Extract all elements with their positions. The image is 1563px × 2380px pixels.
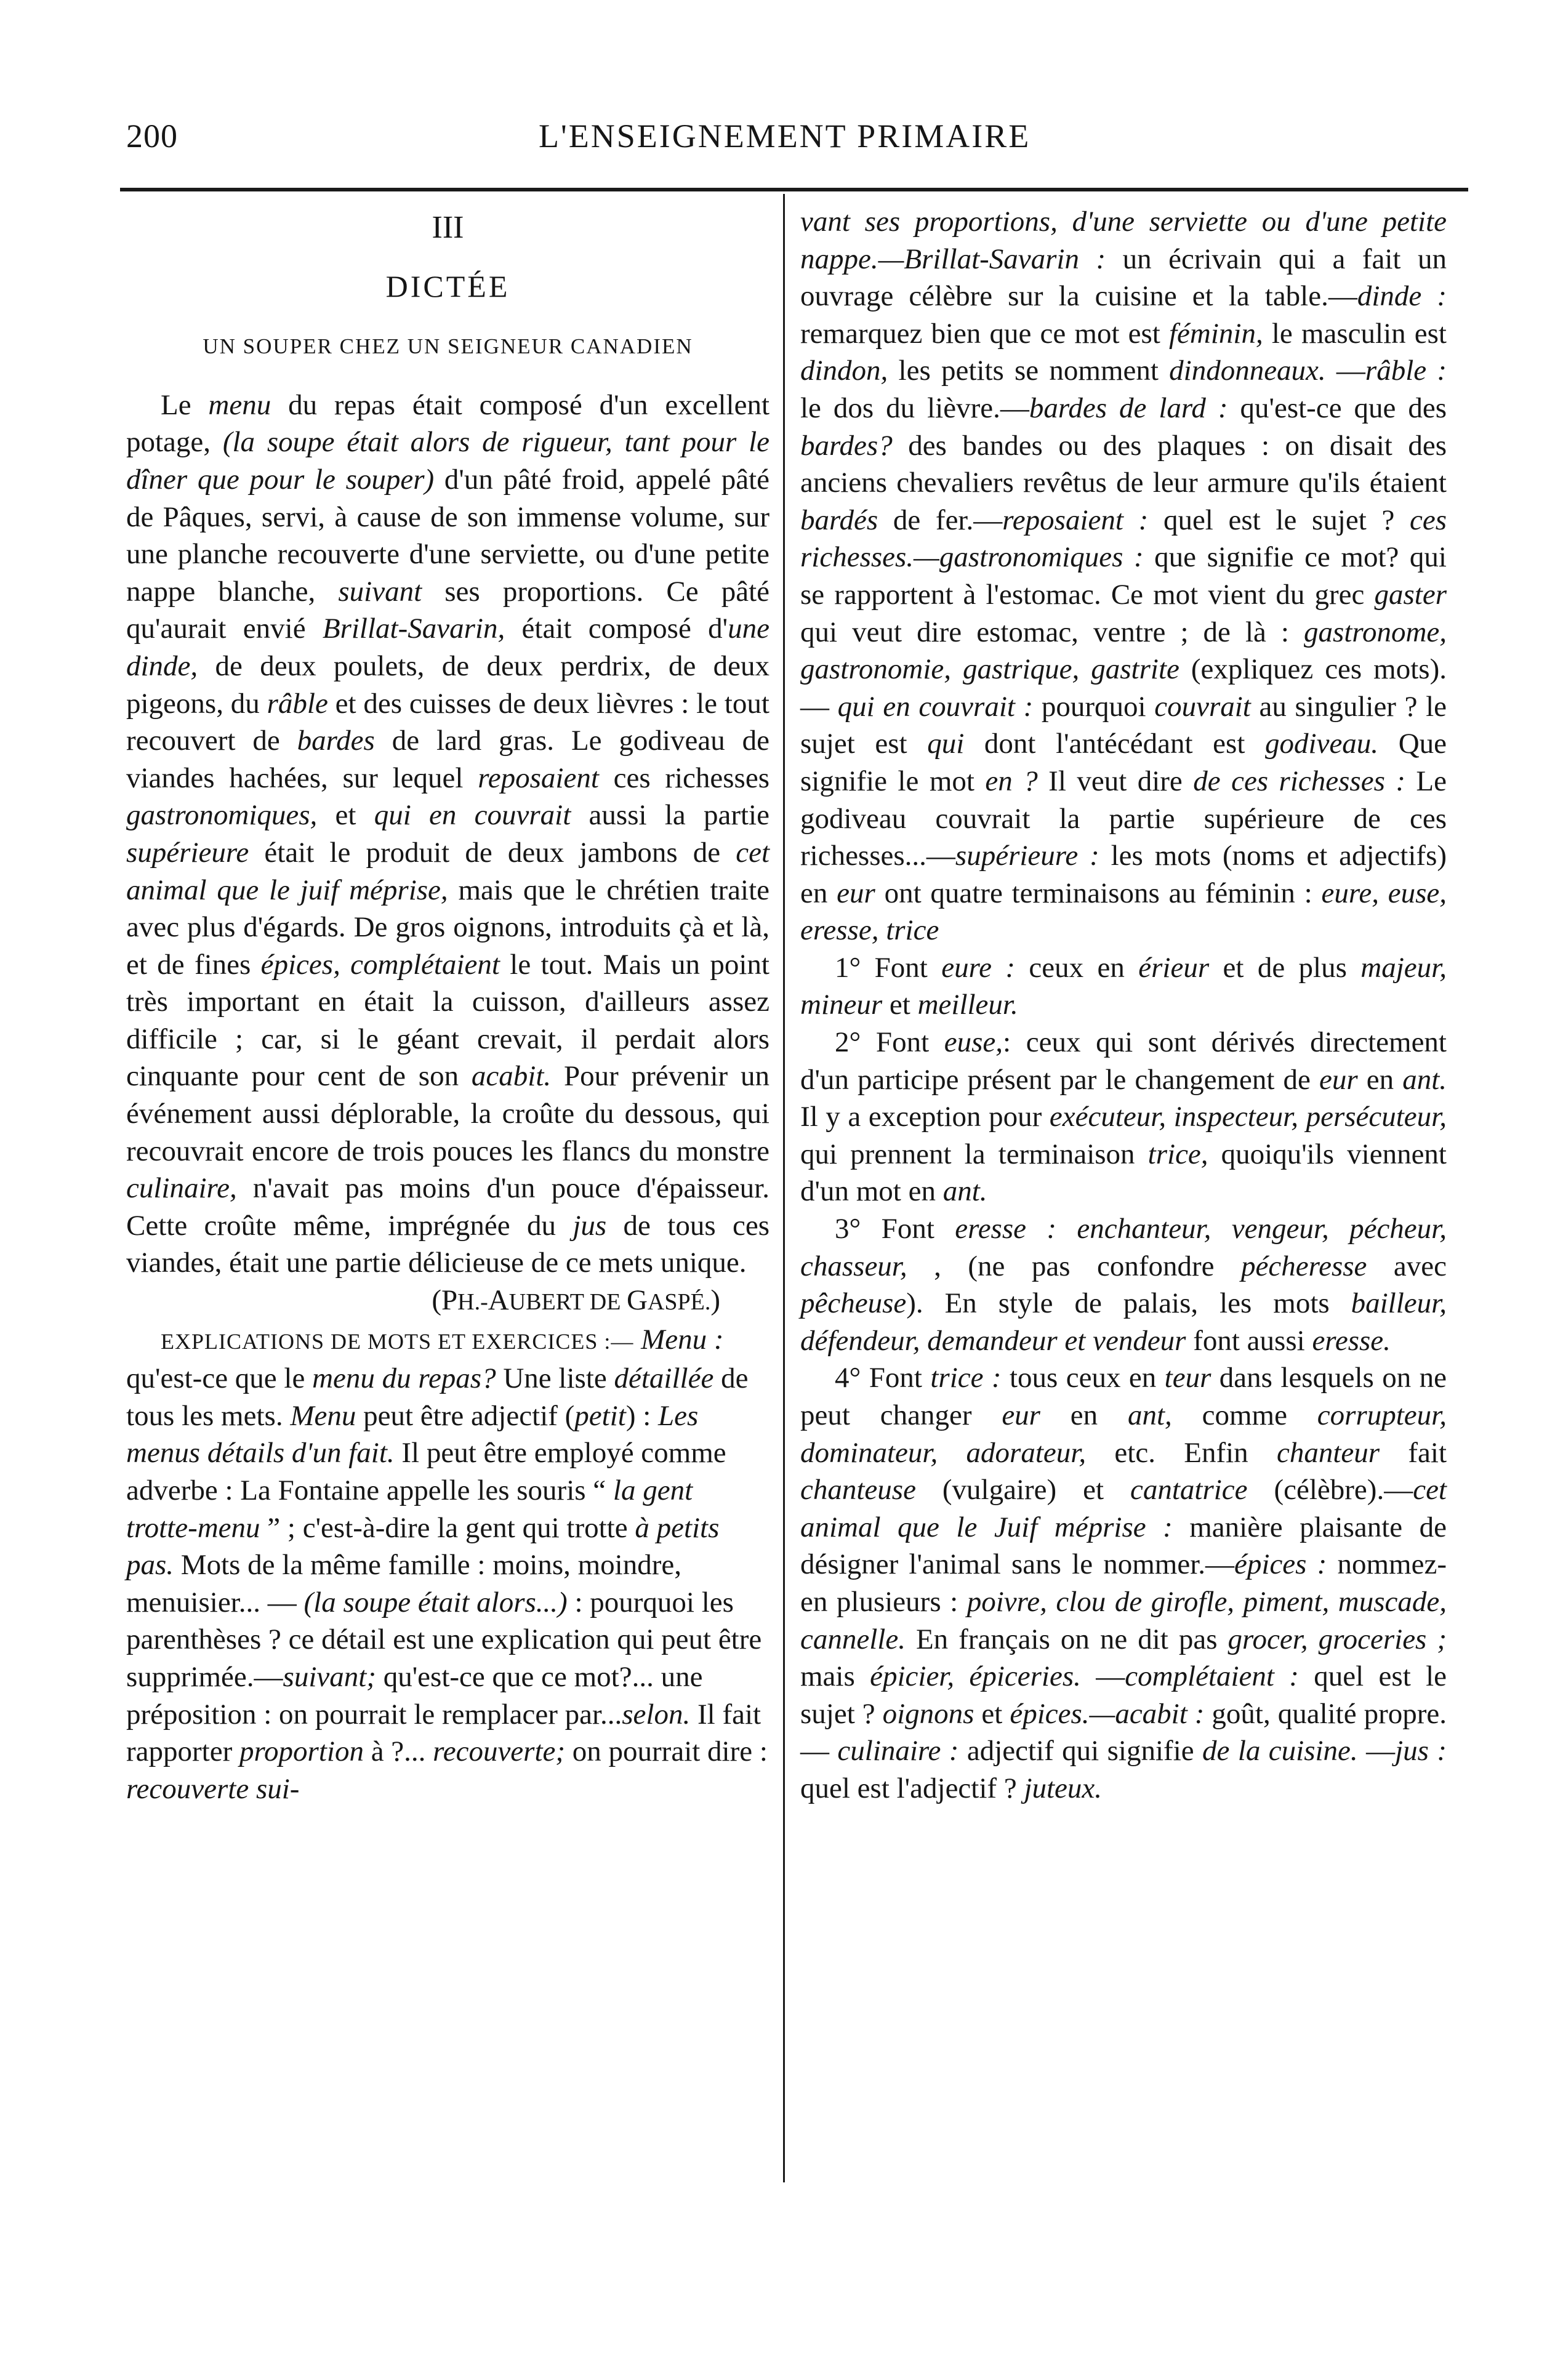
italic-run: Menu xyxy=(290,1399,356,1432)
italic-run: féminin, xyxy=(1169,317,1263,350)
text-run: qu'est-ce que ce mot?... une préposition : on pourrait le remplacer par... xyxy=(126,1660,703,1731)
text-run: du repas était composé d'un excellent potage, xyxy=(126,388,769,459)
text-run: le masculin est xyxy=(1263,317,1447,350)
italic-run: jus : xyxy=(1395,1735,1447,1767)
italic-run: oignons xyxy=(882,1697,974,1730)
text-run: adjectif qui signifie xyxy=(958,1735,1203,1767)
italic-run: Menu : xyxy=(641,1323,724,1356)
italic-run: de la cuisine. xyxy=(1202,1735,1358,1767)
italic-run: culinaire : xyxy=(837,1735,959,1767)
italic-run: dindonneaux. xyxy=(1169,355,1326,387)
italic-run: en ? xyxy=(985,765,1038,797)
text-run: qu'est-ce que le xyxy=(126,1362,313,1395)
text-run: remarquez bien que ce mot est xyxy=(800,317,1169,350)
text-run: aussi la partie xyxy=(571,799,769,832)
italic-run: petit xyxy=(574,1399,626,1432)
italic-run: acabit. xyxy=(471,1060,552,1093)
text-run: Il veut dire xyxy=(1037,765,1194,797)
dictation-text xyxy=(126,387,769,1282)
text-run: dont l'antécédant est xyxy=(964,728,1266,760)
italic-run: pêcheuse xyxy=(800,1287,907,1320)
text-run: de tous ces viandes, était une partie délicieuse de ce mets unique. xyxy=(126,1209,769,1279)
text-run: et xyxy=(317,799,374,832)
text-run: quel est le sujet ? xyxy=(800,1660,1447,1730)
italic-run: une dinde, xyxy=(126,613,769,682)
italic-run: recouverte sui- xyxy=(126,1772,300,1805)
text-run: peut être adjectif ( xyxy=(356,1399,575,1432)
text-run: quel est l'adjectif ? xyxy=(800,1772,1024,1804)
text-run: en xyxy=(1357,1063,1403,1096)
text-run: et xyxy=(974,1697,1010,1730)
italic-run: bardes xyxy=(297,725,375,757)
italic-run: exécuteur, inspecteur, persécuteur, xyxy=(1049,1101,1447,1133)
text-run: que signifie ce mot? qui se rapportent à l'estomac. Ce mot vient du grec xyxy=(800,541,1447,611)
italic-run: qui en couvrait : xyxy=(837,690,1034,723)
text-run: tous ceux en xyxy=(1001,1362,1165,1394)
italic-run: pécheresse xyxy=(1240,1250,1367,1282)
text-run: : ceux qui sont dérivés directement d'un participe présent par le changement de xyxy=(800,1026,1447,1096)
italic-run: épices : xyxy=(1234,1548,1327,1581)
italic-run: complétaient : xyxy=(1125,1660,1299,1693)
text-run: mais que le chrétien traite avec plus d'égards. De gros oignons, introduits çà et là, et de fines xyxy=(126,874,769,981)
italic-run: épices.—acabit : xyxy=(1010,1697,1205,1730)
text-run: qui prennent la terminaison xyxy=(800,1138,1148,1170)
italic-run: détaillée xyxy=(614,1362,714,1395)
text-run: n'avait pas moins d'un pouce d'épaisseur. Cette croûte même, imprégnée du xyxy=(126,1172,769,1242)
text-run: — xyxy=(1357,1735,1396,1767)
text-run: et de plus xyxy=(1209,951,1361,984)
text-run: Que signifie le mot xyxy=(800,728,1447,797)
italic-run: râble xyxy=(267,687,328,720)
text-run: qui veut dire estomac, ventre ; de là : xyxy=(800,616,1304,648)
italic-run: godiveau. xyxy=(1265,728,1379,760)
italic-run: reposaient xyxy=(478,762,599,794)
text-run: on pourrait dire : xyxy=(565,1735,768,1768)
italic-run: chanteuse xyxy=(800,1474,916,1506)
text-run: 2° Font xyxy=(835,1026,944,1059)
section-number: III xyxy=(432,210,464,245)
text-run: quel est le sujet ? xyxy=(1148,504,1410,536)
italic-run: à petits pas. xyxy=(126,1511,720,1582)
text-run: le tout. Mais un point très important en était la cuisson, d'ailleurs assez difficile ; car, si le géant crevait, il perdait alors cinquante pour cent de son xyxy=(126,948,769,1093)
text-run: , (ne pas confondre xyxy=(907,1250,1241,1282)
italic-run: jus xyxy=(573,1209,607,1242)
text-run: etc. Enfin xyxy=(1086,1436,1277,1469)
italic-run: eresse : enchanteur, vengeur, pécheur, chasseur, xyxy=(800,1213,1447,1282)
text-run: ses proportions. Ce pâté qu'aurait envié xyxy=(126,575,769,645)
italic-run: râble : xyxy=(1365,355,1447,387)
text-run: Il y a exception pour xyxy=(800,1101,1050,1133)
text-run: (expliquez ces mots).— xyxy=(800,653,1447,723)
column-divider xyxy=(783,194,785,2182)
text-run: ). En style de palais, les mots xyxy=(906,1287,1351,1320)
running-title: L'ENSEIGNEMENT PRIMAIRE xyxy=(539,118,1031,155)
italic-run: poivre, clou de girofle, piment, muscade, cannelle. xyxy=(800,1585,1447,1655)
italic-run: épicier, épiceries. xyxy=(870,1660,1081,1693)
text-run: à ?... xyxy=(363,1735,433,1768)
text-run: Une liste xyxy=(496,1362,614,1395)
italic-run: bardes de lard : xyxy=(1029,392,1228,424)
text-run: (vulgaire) et xyxy=(915,1474,1130,1506)
text-run: mais xyxy=(800,1660,870,1693)
italic-run: dinde : xyxy=(1357,280,1447,313)
feminine-rule-4 xyxy=(800,1359,1447,1807)
italic-run: ces richesses.—gastronomiques : xyxy=(800,504,1447,574)
italic-run: Brillat-Savarin, xyxy=(322,613,505,645)
text-run: était composé d' xyxy=(505,613,728,645)
text-run: et xyxy=(882,989,918,1021)
text-run: ) : xyxy=(625,1399,659,1432)
italic-run: (la soupe était alors...) xyxy=(303,1586,568,1618)
text-run: en xyxy=(1040,1399,1128,1431)
italic-run: bailleur, défendeur, demandeur et vendeur xyxy=(800,1287,1447,1357)
text-run: fait xyxy=(1380,1436,1447,1469)
italic-run: couvrait xyxy=(1154,690,1251,723)
text-run: qu'est-ce que des xyxy=(1227,392,1447,424)
italic-run: gastronome, gastronomie, gastrique, gastrite xyxy=(800,616,1447,686)
italic-run: eure : xyxy=(941,951,1016,984)
attribution: (PH.-AUBERT DE GASPÉ.) xyxy=(432,1284,720,1317)
text-run: de fer.— xyxy=(878,504,1003,536)
italic-run: euse, xyxy=(944,1026,1003,1059)
italic-run: bardes? xyxy=(800,429,893,462)
text-run: Pour prévenir un événement aussi déplorable, la croûte du dessous, qui recouvrait encore de trois pouces les flancs du monstre xyxy=(126,1060,770,1167)
running-header xyxy=(126,117,1456,166)
explanations-text xyxy=(126,1324,768,1805)
header-rule xyxy=(120,188,1468,191)
text-run: Il peut être employé comme adverbe : La Fontaine appelle les souris “ xyxy=(126,1437,726,1506)
text-run: ces richesses xyxy=(598,762,769,794)
italic-run: qui xyxy=(927,728,965,760)
italic-run: eur xyxy=(1319,1063,1358,1096)
text-run: goût, qualité propre.— xyxy=(800,1697,1447,1767)
italic-run: majeur, mineur xyxy=(800,951,1447,1021)
italic-run: menu xyxy=(208,388,271,421)
text-run: ont quatre terminaisons au féminin : xyxy=(875,877,1322,909)
text-run: Le xyxy=(161,388,209,421)
right-column xyxy=(800,203,1447,1807)
italic-run: ant. xyxy=(942,1175,987,1208)
text-run: ceux en xyxy=(1015,951,1139,984)
italic-run: de ces richesses : xyxy=(1193,765,1405,797)
page-number: 200 xyxy=(126,118,178,155)
text-run: — xyxy=(1080,1660,1125,1693)
explanations-continued xyxy=(800,203,1447,949)
text-run: manière plaisante de désigner l'animal sans le nommer.— xyxy=(800,1511,1447,1581)
text-run: Il fait rapporter xyxy=(126,1698,761,1768)
italic-run: gaster xyxy=(1374,578,1447,611)
italic-run: selon. xyxy=(622,1698,691,1731)
explanations-heading: EXPLICATIONS DE MOTS ET EXERCICES :— xyxy=(161,1329,634,1354)
text-run: les mots (noms et adjectifs) en xyxy=(800,840,1447,909)
text-run: au singulier ? le sujet est xyxy=(800,690,1447,760)
feminine-rule-2 xyxy=(800,1024,1447,1210)
italic-run: supérieure xyxy=(126,836,249,869)
italic-run: reposaient : xyxy=(1002,504,1149,536)
text-run: quoiqu'ils viennent d'un mot en xyxy=(800,1138,1447,1208)
italic-run: cet animal que le juif méprise, xyxy=(126,836,769,906)
feminine-rule-1 xyxy=(800,949,1447,1024)
italic-run: supérieure : xyxy=(955,840,1099,872)
italic-run: ant, xyxy=(1127,1399,1172,1431)
text-run: — xyxy=(1325,355,1365,387)
italic-run: trice : xyxy=(930,1362,1002,1394)
italic-run: eur xyxy=(1002,1399,1040,1431)
text-run: ” ; c'est-à-dire la gent qui trotte xyxy=(260,1511,635,1544)
italic-run: juteux. xyxy=(1024,1772,1103,1804)
italic-run: proportion xyxy=(239,1735,364,1768)
italic-run: menu du repas? xyxy=(312,1362,496,1395)
text-run: le dos du lièvre.— xyxy=(800,392,1029,424)
italic-run: meilleur. xyxy=(917,989,1018,1021)
explanations-paragraph xyxy=(126,1321,769,1808)
text-run: En français on ne dit pas xyxy=(905,1623,1228,1655)
text-run: de lard gras. Le godiveau de viandes hachées, sur lequel xyxy=(126,725,769,794)
italic-run: vant ses proportions, d'une serviette ou d'une petite nappe.—Brillat-Savarin : xyxy=(800,206,1447,275)
text-run: d'un pâté froid, appelé pâté de Pâques, servi, à cause de son immense volume, sur une planche recouverte d'une serviette, ou d'une petite nappe blanche, xyxy=(126,463,770,608)
italic-run: suivant; xyxy=(283,1660,376,1693)
italic-run: recouverte; xyxy=(433,1735,566,1768)
text-run: (célèbre).— xyxy=(1247,1474,1413,1506)
text-run: : pourquoi les parenthèses ? ce détail est une explication qui peut être supprimée.— xyxy=(126,1586,762,1693)
italic-run: culinaire, xyxy=(126,1172,237,1205)
section-subtitle: UN SOUPER CHEZ UN SEIGNEUR CANADIEN xyxy=(203,334,693,359)
italic-run: dindon, xyxy=(800,355,888,387)
text-run: de tous les mets. xyxy=(126,1362,749,1432)
italic-run: épices, complétaient xyxy=(260,948,500,981)
italic-run: la gent trotte-menu xyxy=(126,1474,693,1544)
text-run: avec xyxy=(1367,1250,1447,1282)
text-run: dans lesquels on ne peut changer xyxy=(800,1362,1447,1431)
italic-run: Les menus détails d'un fait. xyxy=(126,1399,699,1469)
italic-run: cantatrice xyxy=(1130,1474,1248,1506)
italic-run: cet animal que le Juif méprise : xyxy=(800,1474,1447,1543)
text-run: un écrivain qui a fait un ouvrage célèbre sur la cuisine et la table.— xyxy=(800,243,1447,313)
text-run: pourquoi xyxy=(1033,690,1155,723)
italic-run: gastronomiques, xyxy=(126,799,318,832)
italic-run: teur xyxy=(1164,1362,1211,1394)
italic-run: eur xyxy=(837,877,875,909)
text-run: 1° Font xyxy=(835,951,942,984)
text-run: et des cuisses de deux lièvres : le tout recouvert de xyxy=(126,687,769,757)
italic-run: chanteur xyxy=(1276,1436,1380,1469)
section-title: DICTÉE xyxy=(385,268,510,304)
italic-run: corrupteur, dominateur, adorateur, xyxy=(800,1399,1447,1469)
text-run: Mots de la même famille : moins, moindre, menuisier... — xyxy=(126,1549,682,1618)
text-run: comme xyxy=(1171,1399,1317,1431)
italic-run: grocer, groceries ; xyxy=(1227,1623,1447,1655)
italic-run: érieur xyxy=(1138,951,1210,984)
left-column xyxy=(126,203,769,1807)
text-run: les petits se nomment xyxy=(888,355,1170,387)
text-run: 3° Font xyxy=(835,1213,955,1245)
italic-run: eure, euse, eresse, trice xyxy=(800,877,1447,947)
feminine-rule-3 xyxy=(800,1210,1447,1359)
italic-run: qui en couvrait xyxy=(374,799,571,832)
italic-run: bardés xyxy=(800,504,878,536)
text-run: de deux poulets, de deux perdrix, de deux pigeons, du xyxy=(126,649,769,720)
italic-run: eresse. xyxy=(1312,1324,1391,1357)
text-run: était le produit de deux jambons de xyxy=(249,836,736,869)
text-run: des bandes ou des plaques : on disait des anciens chevaliers revêtus de leur armure qu'ils étaient xyxy=(800,429,1447,499)
italic-run: (la soupe était alors de rigueur, tant pour le dîner que pour le souper) xyxy=(126,426,770,496)
italic-run: ant. xyxy=(1402,1063,1447,1096)
text-run: 4° Font xyxy=(835,1362,931,1394)
text-run: Le godiveau couvrait la partie supérieure de ces richesses...— xyxy=(800,765,1447,872)
italic-run: suivant xyxy=(338,575,422,608)
text-run: font aussi xyxy=(1186,1324,1312,1357)
italic-run: trice, xyxy=(1147,1138,1208,1170)
text-run: nommez-en plusieurs : xyxy=(800,1548,1447,1618)
